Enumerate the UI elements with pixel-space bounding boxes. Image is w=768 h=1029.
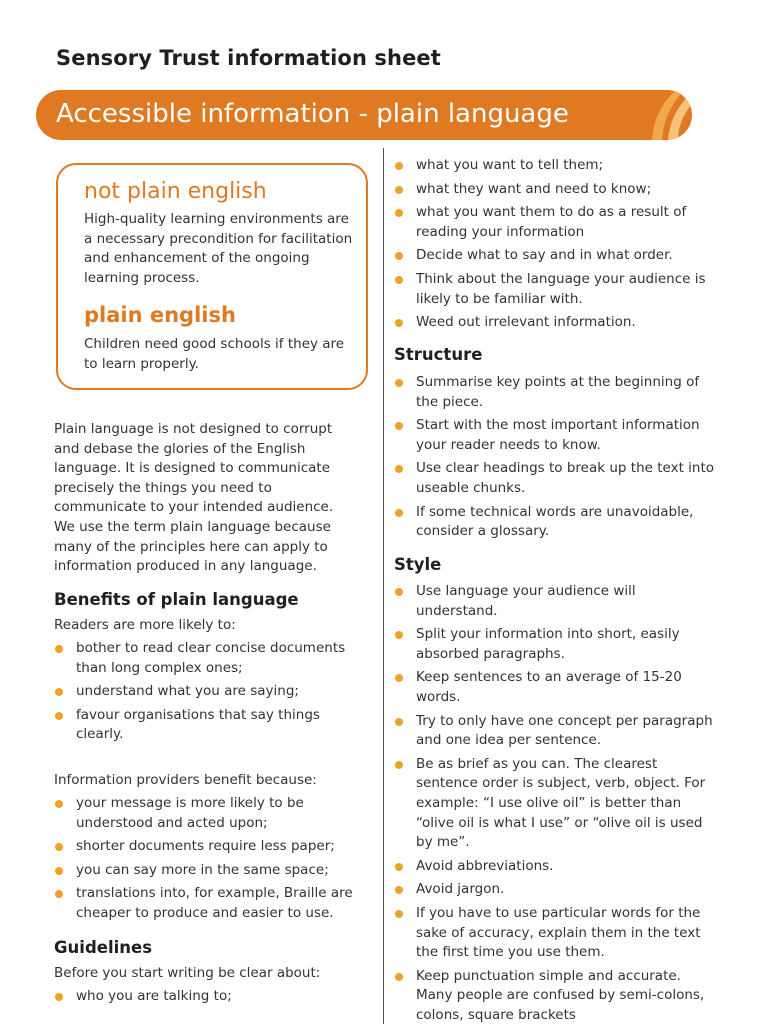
bullet-icon: [395, 631, 403, 639]
list-item: [394, 270, 716, 309]
list-item: [394, 904, 716, 963]
bullet-icon: [395, 379, 403, 387]
list-item: [394, 668, 716, 707]
list-item: [394, 625, 716, 664]
list-item-text: Decide what to say and in what order.: [416, 247, 673, 264]
list-item: [54, 682, 370, 702]
list-item-text: Be as brief as you can. The clearest sentence order is subject, verb, object. For example: “I use olive oil” is better than “olive oil is what I use” or “olive oil is used by me”.: [416, 755, 706, 851]
list-item-text: Weed out irrelevant information.: [416, 314, 636, 331]
list-item-text: Start with the most important information your reader needs to know.: [416, 417, 700, 453]
bullet-icon: [395, 509, 403, 517]
not-plain-text: High-quality learning environments are a necessary precondition for facilitation and enhancement of the ongoing learning process.: [84, 211, 353, 286]
bullet-icon: [395, 973, 403, 981]
bullet-icon: [55, 867, 63, 875]
list-item-text: If you have to use particular words for the sake of accuracy, explain them in the text the first time you use them.: [416, 904, 701, 961]
list-item-text: Summarise key points at the beginning of the piece.: [416, 374, 700, 410]
list-item-text: favour organisations that say things clearly.: [76, 706, 320, 743]
structure-heading: Structure: [394, 345, 483, 364]
list-item: [394, 459, 716, 498]
bullet-icon: [395, 718, 403, 726]
list-item-text: Keep punctuation simple and accurate. Many people are confused by semi-colons, colons, square brackets: [416, 967, 705, 1023]
plain-heading: plain english: [84, 303, 236, 327]
guidelines-list-right: [394, 156, 716, 337]
bullet-icon: [55, 688, 63, 696]
intro-paragraph: Plain language is not designed to corrupt and debase the glories of the English language. It is designed to communicate precisely the things you need to communicate to your intended audience. We use the term plain language because many of the principles here can apply to information produced in any language.: [54, 421, 334, 575]
list-item: [394, 203, 716, 242]
list-item-text: who you are talking to;: [76, 988, 232, 1004]
bullet-icon: [55, 843, 63, 851]
bullet-icon: [395, 465, 403, 473]
list-item-text: Use clear headings to break up the text into useable chunks.: [416, 460, 715, 496]
list-item: [54, 837, 370, 857]
list-item-text: what they want and need to know;: [416, 180, 652, 197]
list-item: [394, 313, 716, 333]
bullet-icon: [395, 209, 403, 217]
bullet-icon: [395, 162, 403, 170]
list-item: [394, 246, 716, 266]
benefits-list: [54, 639, 370, 749]
list-item-text: Think about the language your audience is likely to be familiar with.: [416, 270, 706, 307]
banner-title: Accessible information - plain language: [56, 99, 569, 129]
bullet-icon: [395, 319, 403, 327]
column-divider: [383, 148, 384, 1024]
comparison-box: [56, 163, 368, 390]
list-item-text: bother to read clear concise documents than long complex ones;: [76, 640, 346, 676]
list-item-text: If some technical words are unavoidable, consider a glossary.: [416, 503, 694, 540]
list-item-text: Avoid jargon.: [416, 881, 505, 898]
list-item: [54, 794, 370, 833]
list-item-text: Avoid abbreviations.: [416, 857, 554, 874]
structure-list: [394, 373, 716, 546]
list-item-text: Use language your audience will understand.: [416, 583, 636, 619]
list-item: [394, 180, 716, 200]
guidelines-list-left: [54, 987, 370, 1011]
bullet-icon: [395, 252, 403, 260]
list-item-text: Keep sentences to an average of 15-20 words.: [416, 669, 682, 705]
bullet-icon: [55, 645, 63, 653]
not-plain-heading: not plain english: [84, 179, 267, 204]
benefits-lead: Readers are more likely to:: [54, 617, 236, 633]
bullet-icon: [55, 712, 63, 720]
list-item: [54, 861, 370, 881]
bullet-icon: [395, 186, 403, 194]
list-item-text: understand what you are saying;: [76, 683, 299, 700]
bullet-icon: [395, 674, 403, 682]
providers-list: [54, 794, 370, 928]
list-item: [394, 582, 716, 621]
list-item-text: Split your information into short, easily absorbed paragraphs.: [416, 626, 680, 662]
bullet-icon: [395, 422, 403, 430]
sheet-title: Sensory Trust information sheet: [56, 46, 441, 70]
banner-arc-decoration: [632, 90, 692, 140]
list-item-text: what you want to tell them;: [416, 157, 604, 173]
list-item: [394, 880, 716, 900]
list-item-text: translations into, for example, Braille are cheaper to produce and easier to use.: [76, 885, 353, 921]
bullet-icon: [395, 863, 403, 871]
style-list: [394, 582, 716, 1029]
list-item: [394, 373, 716, 412]
title-banner: [36, 90, 692, 140]
guidelines-lead: Before you start writing be clear about:: [54, 965, 321, 981]
list-item-text: shorter documents require less paper;: [76, 838, 335, 855]
list-item: [394, 712, 716, 751]
list-item: [394, 857, 716, 877]
list-item: [54, 706, 370, 745]
list-item: [394, 416, 716, 455]
list-item-text: what you want them to do as a result of reading your information: [416, 204, 687, 240]
list-item-text: Try to only have one concept per paragraph and one idea per sentence.: [416, 712, 713, 749]
style-heading: Style: [394, 555, 442, 574]
benefits-heading: Benefits of plain language: [54, 590, 299, 609]
bullet-icon: [55, 993, 63, 1001]
list-item: [394, 503, 716, 542]
bullet-icon: [395, 588, 403, 596]
bullet-icon: [395, 761, 403, 769]
list-item: [54, 639, 370, 678]
bullet-icon: [395, 886, 403, 894]
list-item: [394, 156, 716, 176]
bullet-icon: [395, 276, 403, 284]
list-item: [54, 987, 370, 1007]
list-item-text: your message is more likely to be understood and acted upon;: [76, 795, 304, 831]
plain-text: Children need good schools if they are to learn properly.: [84, 336, 345, 372]
guidelines-heading: Guidelines: [54, 938, 153, 957]
list-item: [54, 884, 370, 923]
providers-lead: Information providers benefit because:: [54, 772, 317, 788]
list-item: [394, 755, 716, 853]
bullet-icon: [55, 890, 63, 898]
bullet-icon: [55, 800, 63, 808]
list-item-text: you can say more in the same space;: [76, 861, 329, 878]
bullet-icon: [395, 910, 403, 918]
list-item: [394, 967, 716, 1026]
